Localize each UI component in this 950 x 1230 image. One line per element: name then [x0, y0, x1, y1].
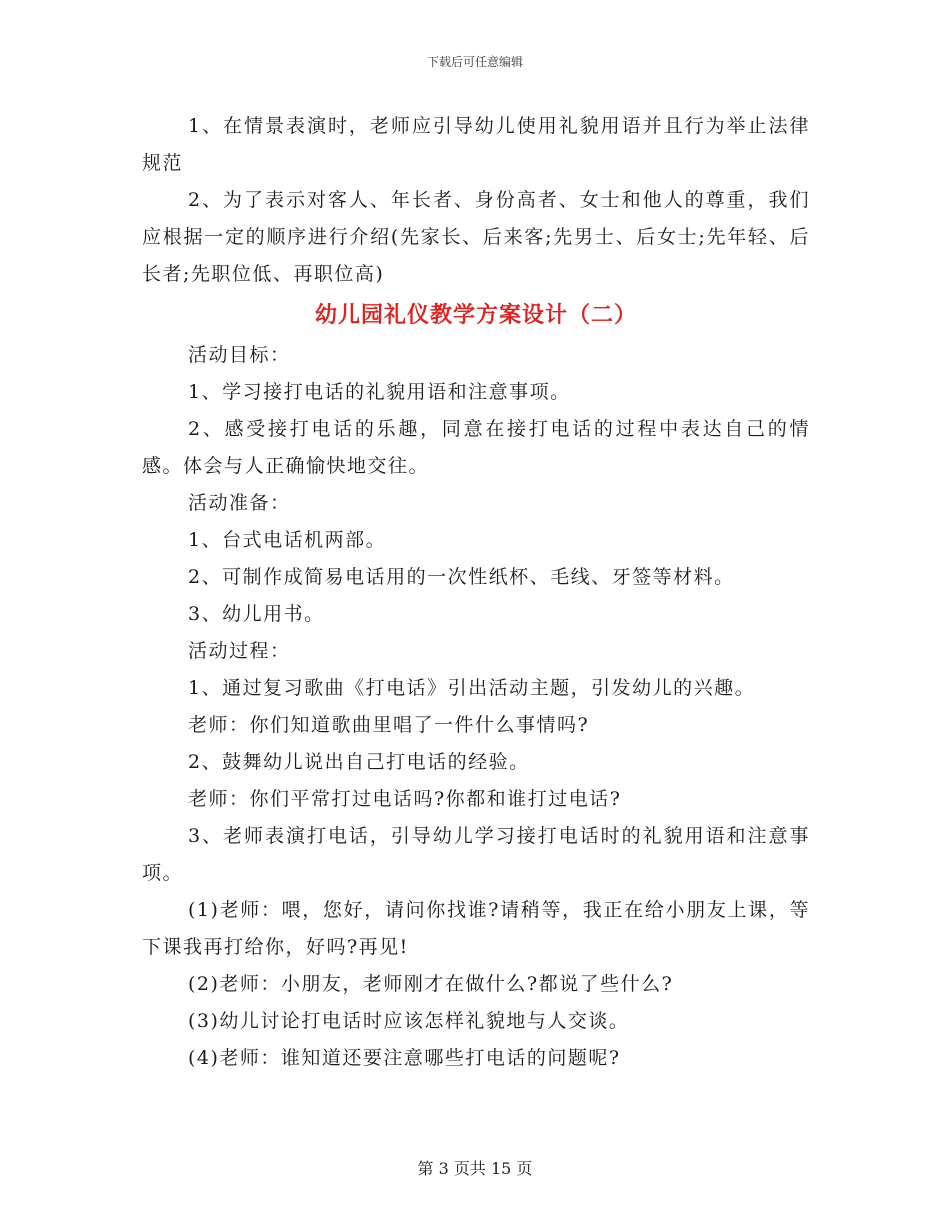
paragraph: 2、鼓舞幼儿说出自己打电话的经验。	[188, 751, 530, 773]
paragraph: 活动过程：	[188, 640, 291, 662]
header-note: 下载后可任意编辑	[426, 55, 523, 69]
paragraph: (1)老师：喂，您好，请问你找谁?请稍等，我正在给小朋友上课，等下课我再打给你，好吗?再见!	[142, 899, 810, 958]
section-title: 幼儿园礼仪教学方案设计（二）	[314, 302, 637, 328]
paragraph: 1、在情景表演时，老师应引导幼儿使用礼貌用语并且行为举止法律规范	[142, 115, 810, 174]
paragraph: 活动目标：	[188, 344, 291, 366]
paragraph: (3)幼儿讨论打电话时应该怎样礼貌地与人交谈。	[188, 1010, 630, 1032]
paragraph: 2、为了表示对客人、年长者、身份高者、女士和他人的尊重，我们应根据一定的顺序进行介绍(先家长、后来客;先男士、后女士;先年轻、后长者;先职位低、再职位高)	[142, 189, 810, 285]
page-number: 第 3 页共 15 页	[417, 1159, 533, 1178]
paragraph: 1、台式电话机两部。	[188, 529, 387, 551]
paragraph: (2)老师：小朋友，老师刚才在做什么?都说了些什么?	[188, 973, 674, 995]
paragraph: 活动准备：	[188, 492, 291, 514]
paragraph: 老师：你们知道歌曲里唱了一件什么事情吗?	[188, 714, 590, 736]
paragraph: (4)老师：谁知道还要注意哪些打电话的问题呢?	[188, 1047, 621, 1069]
document-body	[142, 108, 810, 1077]
paragraph: 3、老师表演打电话，引导幼儿学习接打电话时的礼貌用语和注意事项。	[142, 825, 810, 884]
paragraph: 2、感受接打电话的乐趣，同意在接打电话的过程中表达自己的情感。体会与人正确愉快地交往。	[142, 418, 810, 477]
paragraph: 3、幼儿用书。	[188, 603, 325, 625]
paragraph: 1、学习接打电话的礼貌用语和注意事项。	[188, 381, 571, 403]
paragraph: 1、通过复习歌曲《打电话》引出活动主题，引发幼儿的兴趣。	[188, 677, 756, 699]
paragraph: 2、可制作成简易电话用的一次性纸杯、毛线、牙签等材料。	[188, 566, 735, 588]
paragraph: 老师：你们平常打过电话吗?你都和谁打过电话?	[188, 788, 622, 810]
